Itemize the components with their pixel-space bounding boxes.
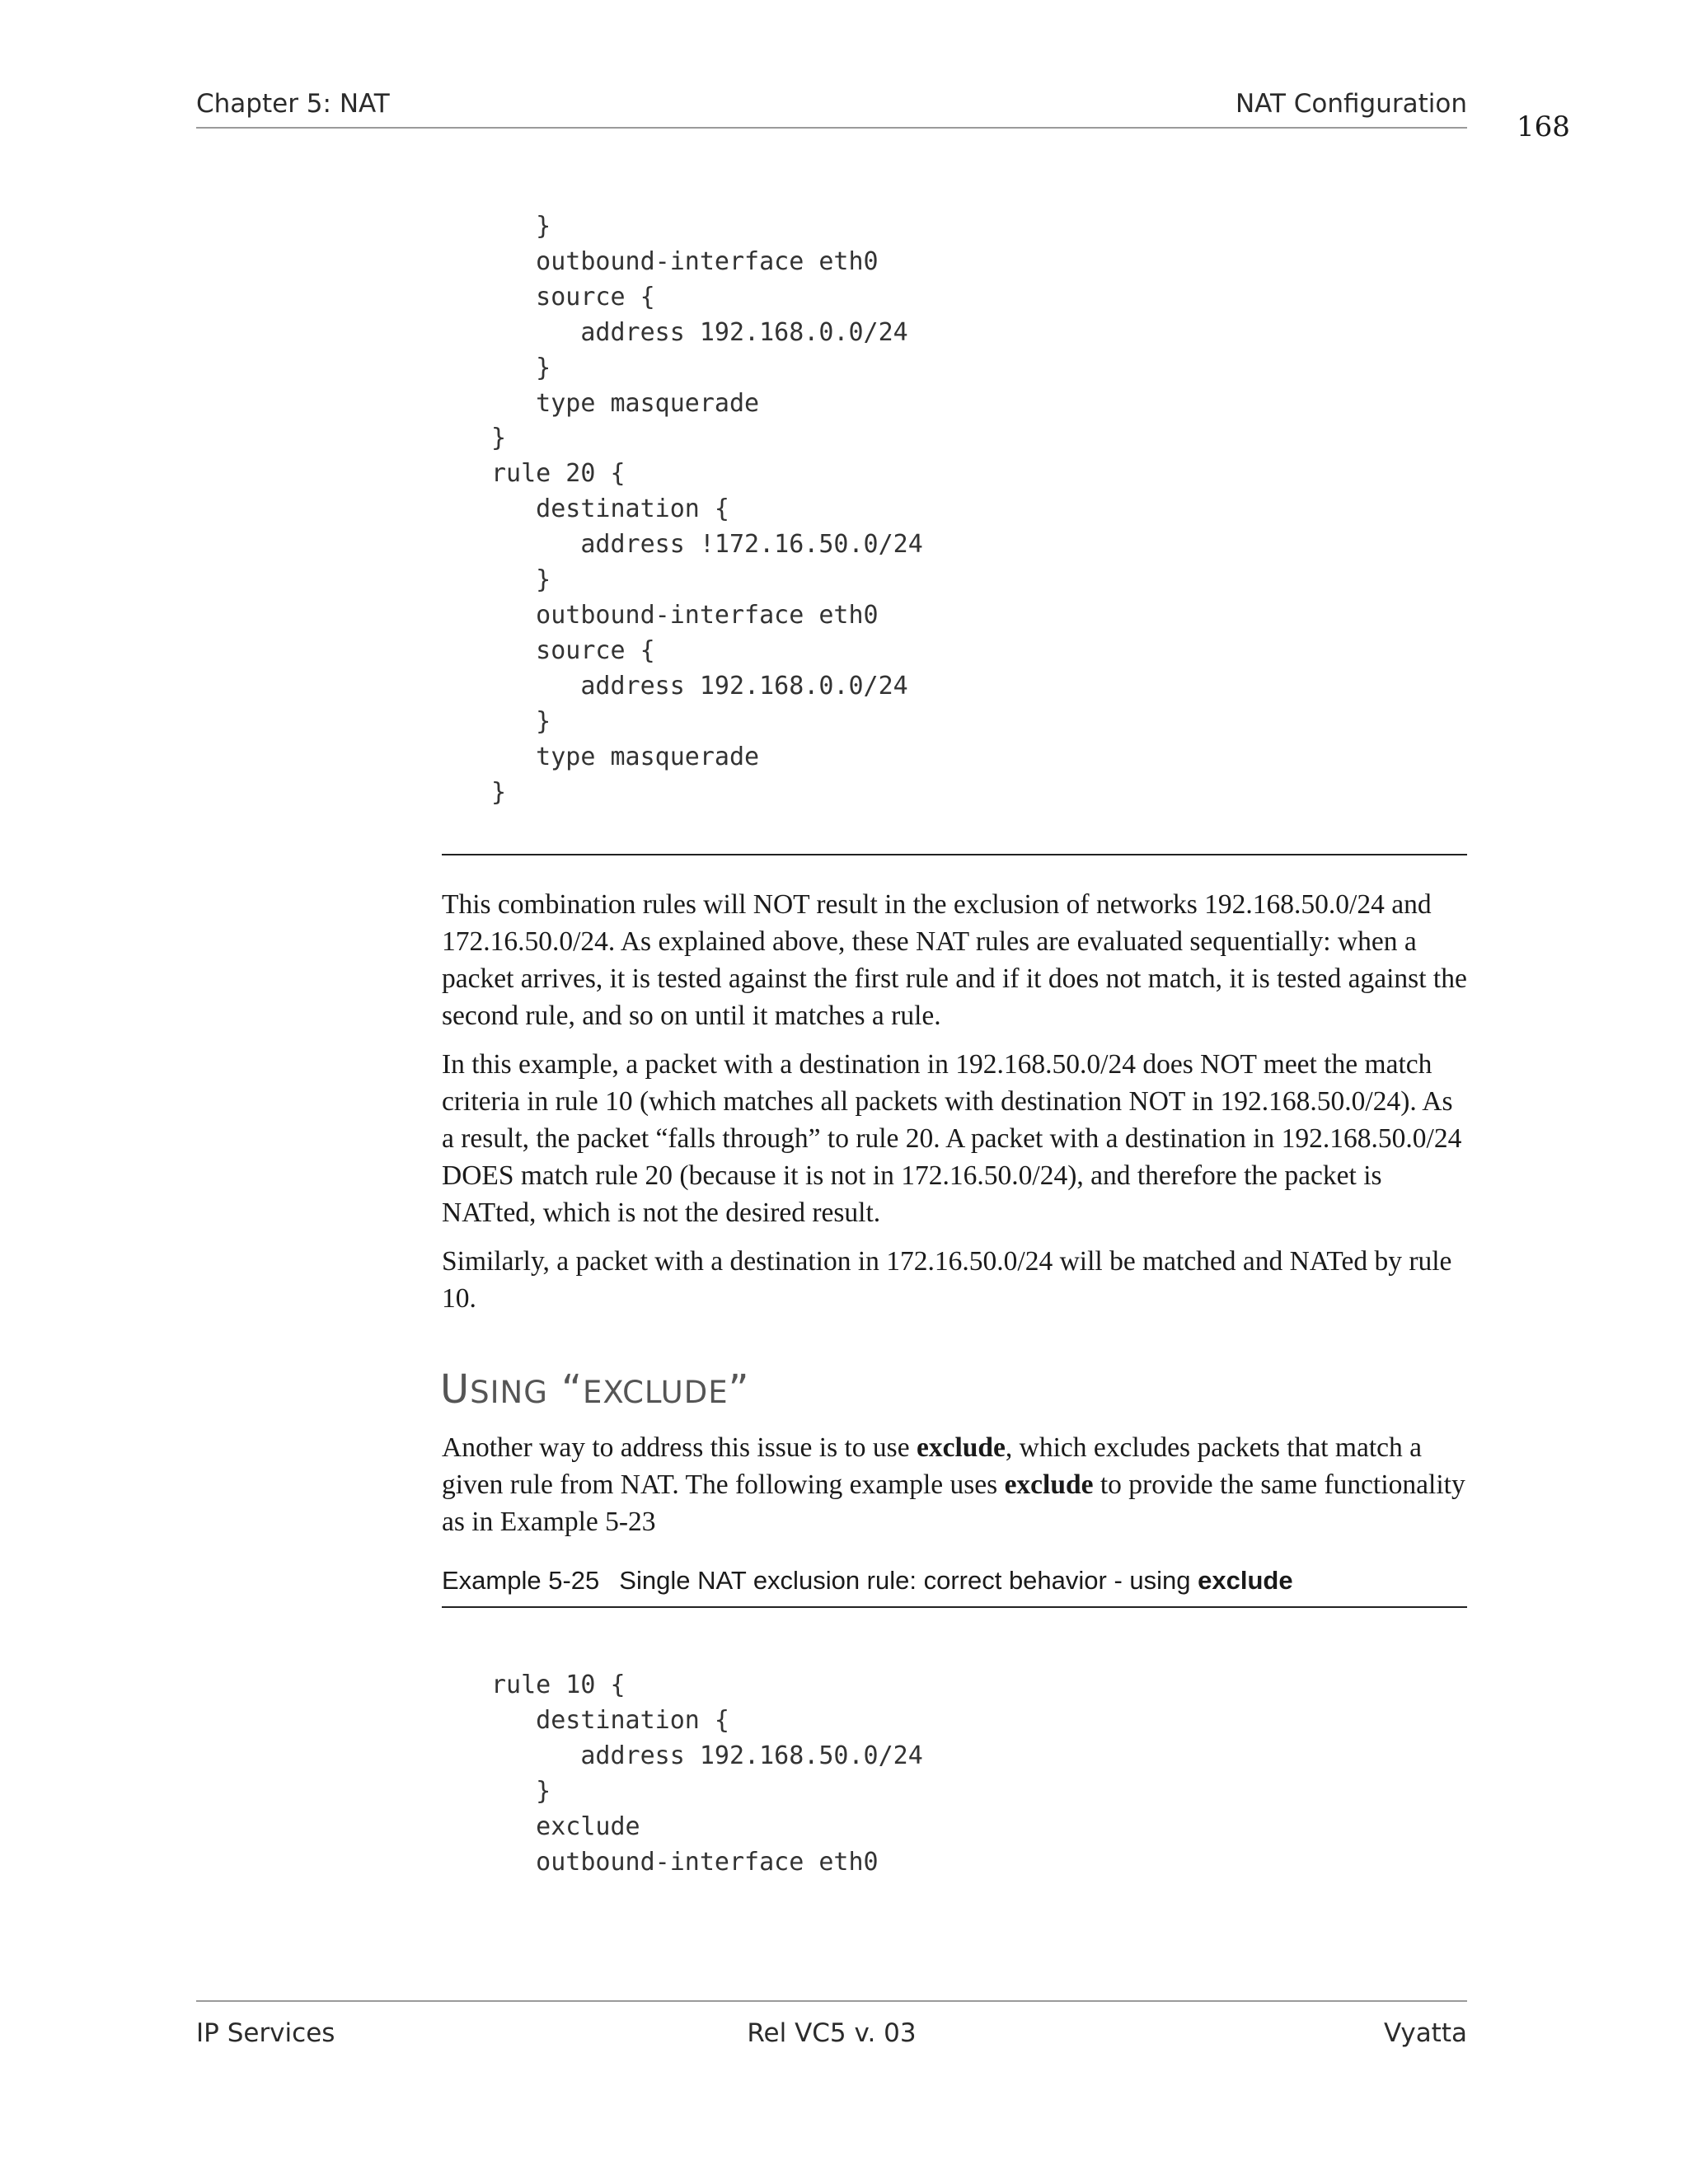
keyword-exclude: exclude	[916, 1432, 1006, 1463]
example-caption	[442, 1566, 1293, 1596]
page-number: 168	[1517, 110, 1570, 143]
page-header	[196, 89, 1467, 129]
heading-quote-open: “	[561, 1366, 584, 1413]
paragraph: Similarly, a packet with a destination in 172.16.50.0/24 will be matched and NATed by rule 10.	[442, 1246, 1452, 1314]
text-run: to provide the same functionality as in Example 5-23	[442, 1469, 1465, 1537]
paragraph	[442, 1429, 1470, 1540]
text-run: Another way to address this issue is to use	[442, 1432, 917, 1463]
heading-smallcaps-1: SING	[470, 1375, 548, 1410]
section-title: NAT Configuration	[1235, 89, 1467, 119]
heading-smallcaps-2: EXCLUDE	[583, 1375, 729, 1410]
footer-left: IP Services	[196, 2018, 335, 2048]
section-heading	[440, 1366, 750, 1413]
page-footer	[196, 2000, 1467, 2058]
footer-right: Vyatta	[1383, 2018, 1467, 2048]
code-block-bottom: rule 10 { destination { address 192.168.50.0/24 } exclude outbound-interface eth0	[491, 1671, 923, 1877]
caption-text: Single NAT exclusion rule: correct behavior - using	[619, 1566, 1198, 1595]
caption-rule	[442, 1606, 1467, 1608]
heading-initial: U	[440, 1366, 471, 1413]
chapter-title: Chapter 5: NAT	[196, 89, 390, 119]
text-run: , which excludes packets that match a given rule from NAT. The following example uses	[442, 1432, 1422, 1500]
body-text	[442, 886, 1470, 1329]
example-number: Example 5-25	[442, 1566, 600, 1595]
caption-keyword: exclude	[1198, 1566, 1293, 1595]
paragraph: This combination rules will NOT result in the exclusion of networks 192.168.50.0/24 and 172.16.50.0/24. As explained above, these NAT rules are evaluated sequentially: when a packet arrives, it is tested against the first rule and if it does not match, it is tested against the second rule, and so on until it matches a rule.	[442, 889, 1467, 1031]
divider-rule	[442, 854, 1467, 855]
footer-center: Rel VC5 v. 03	[747, 2018, 917, 2048]
code-block-top: } outbound-interface eth0 source { address 192.168.0.0/24 } type masquerade } rule 20 { destination { address !172.16.50.0/24 } outbound-interface eth0 source { address 192.168.0.0/24 } type masquerade }	[491, 212, 923, 807]
paragraph: In this example, a packet with a destination in 192.168.50.0/24 does NOT meet the match criteria in rule 10 (which matches all packets with destination NOT in 192.168.50.0/24). As a result, the packet “falls through” to rule 20. A packet with a destination in 192.168.50.0/24 DOES match rule 20 (because it is not in 172.16.50.0/24), and therefore the packet is NATted, which is not the desired result.	[442, 1049, 1462, 1228]
heading-quote-close: ”	[728, 1366, 750, 1413]
keyword-exclude: exclude	[1004, 1469, 1094, 1500]
exclude-paragraph	[442, 1429, 1470, 1552]
